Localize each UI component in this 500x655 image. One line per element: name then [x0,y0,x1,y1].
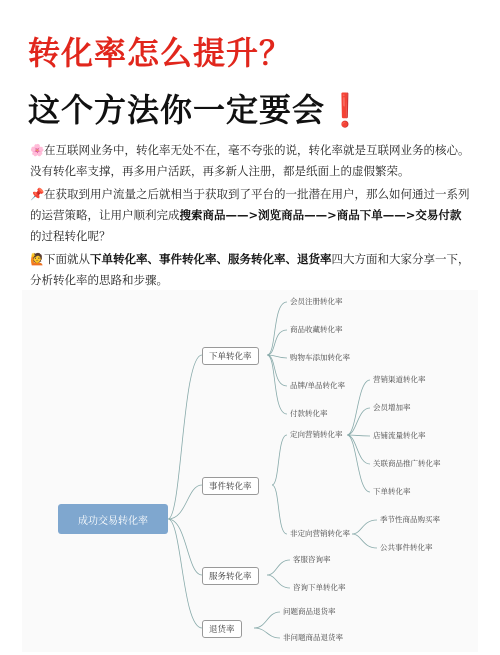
leaf-directed-1: 营销渠道转化率 [373,375,426,384]
title-line-2-text: 这个方法你一定要会 [28,91,326,129]
mindmap-root-node: 成功交易转化率 [58,504,168,534]
leaf-undirected-2: 公共事件转化率 [380,543,433,552]
event-sub-directed: 定向营销转化率 [290,430,343,439]
paragraph-2-text-b: 的过程转化呢？ [30,229,111,243]
leaf-order-2: 商品收藏转化率 [290,325,343,334]
leaf-undirected-1: 季节性商品购买率 [380,515,440,524]
paragraph-3-text-b: 四大方面和大家分享一下，分析转化率的思路和步骤。 [30,252,470,287]
leaf-directed-2: 会员增加率 [373,403,411,412]
paragraph-2 [30,184,470,247]
title-line-2 [28,85,366,131]
pin-icon: 📌 [30,187,45,201]
branch-service-conversion: 服务转化率 [202,567,259,585]
leaf-directed-3: 店铺流量转化率 [373,431,426,440]
leaf-service-1: 客服咨询率 [293,555,331,564]
flower-icon: 🌸 [30,143,45,157]
leaf-order-3: 购物车添加转化率 [290,353,350,362]
leaf-directed-4: 关联商品推广转化率 [373,459,441,468]
paragraph-3-bold: 下单转化率、事件转化率、服务转化率、退货率 [90,252,332,266]
paragraph-3 [30,249,470,291]
leaf-refund-1: 问题商品退货率 [283,607,336,616]
mindmap-connectors [22,290,478,652]
event-sub-undirected: 非定向营销转化率 [290,529,350,538]
paragraph-3-text-a: 下面就从 [44,252,90,266]
article-body [30,140,470,293]
title-line-1: 转化率怎么提升？ [28,34,293,72]
paragraph-2-bold: 搜索商品——>浏览商品——>商品下单——>交易付款 [179,208,462,222]
leaf-refund-2: 非问题商品退货率 [283,633,343,642]
branch-refund-rate: 退货率 [202,620,242,638]
mindmap-diagram [22,290,478,652]
leaf-directed-5: 下单转化率 [373,487,411,496]
leaf-order-5: 付款转化率 [290,409,328,418]
branch-event-conversion: 事件转化率 [202,477,259,495]
branch-order-conversion: 下单转化率 [202,347,259,365]
leaf-service-2: 咨询下单转化率 [293,583,346,592]
leaf-order-1: 会员注册转化率 [290,297,343,306]
exclamation-icon: ❗ [325,91,366,129]
paragraph-2-text-a: 在获取到用户流量之后就相当于获取到了平台的一批潜在用户，那么如何通过一系列的运营策略，让用户顺利完成 [30,187,470,222]
paragraph-1-text: 在互联网业务中，转化率无处不在，毫不夸张的说，转化率就是互联网业务的核心。没有转化率支撑，再多用户活跃，再多新人注册，都是纸面上的虚假繁荣。 [30,143,470,178]
paragraph-1 [30,140,470,182]
raising-hand-icon: 🙋 [30,252,45,266]
leaf-order-4: 品牌/单品转化率 [290,381,346,390]
